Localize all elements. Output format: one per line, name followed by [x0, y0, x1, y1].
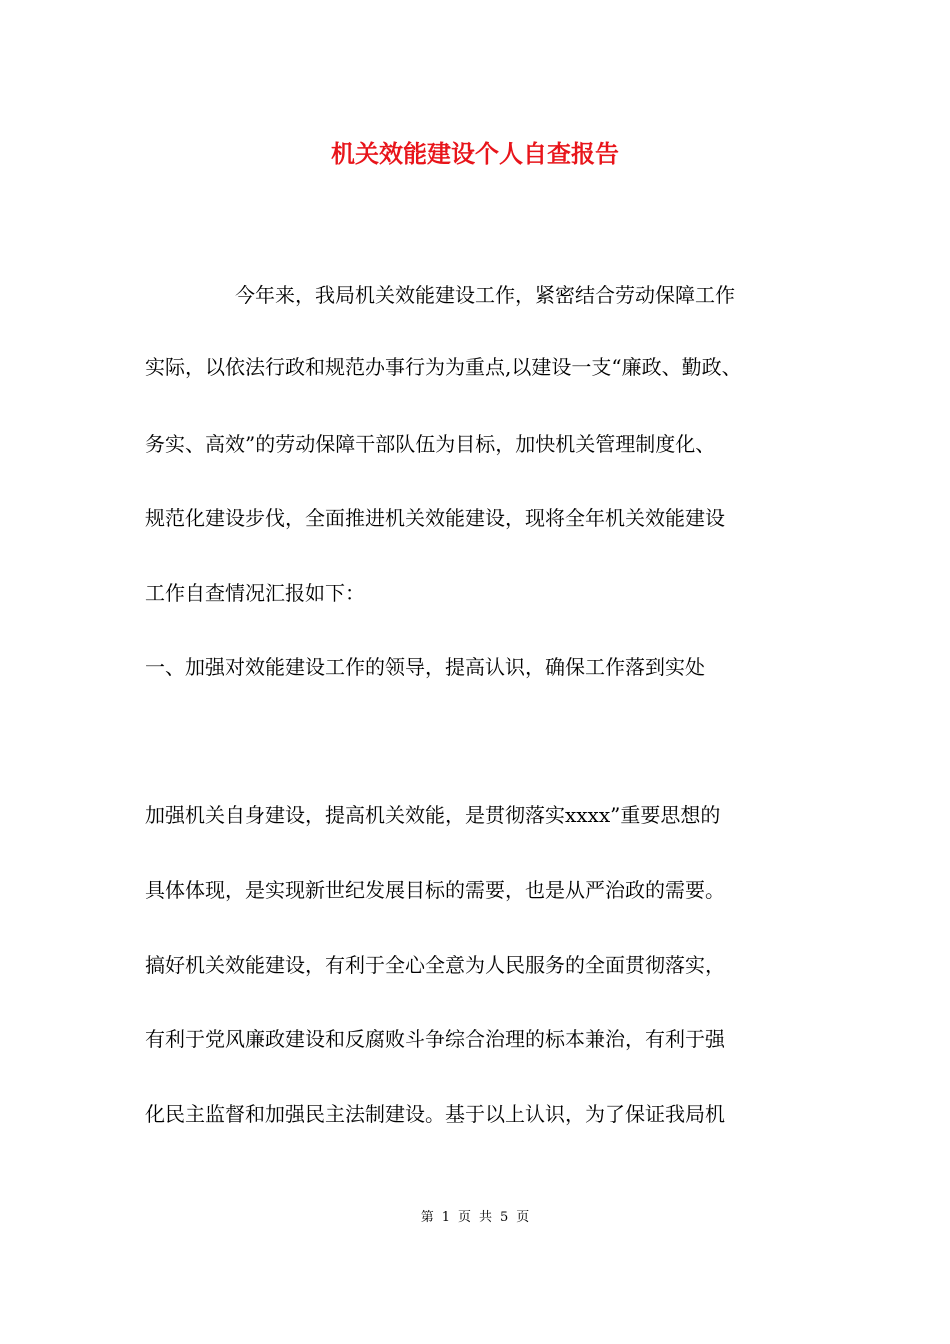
paragraph-line: 规范化建设步伐，全面推进机关效能建设，现将全年机关效能建设 — [145, 506, 725, 530]
total-pages: 5 — [500, 1210, 509, 1225]
paragraph-line: 工作自查情况汇报如下： — [145, 581, 365, 605]
page-label: 第 — [420, 1210, 434, 1225]
paragraph-line: 具体体现，是实现新世纪发展目标的需要，也是从严治政的需要。 — [145, 878, 725, 902]
paragraph-line: 有利于党风廉政建设和反腐败斗争综合治理的标本兼治，有利于强 — [145, 1027, 725, 1051]
paragraph-line: 搞好机关效能建设，有利于全心全意为人民服务的全面贯彻落实， — [145, 953, 725, 977]
paragraph-line: 实际，以依法行政和规范办事行为为重点,以建设一支“廉政、勤政、 — [145, 355, 742, 379]
paragraph-line: 务实、高效”的劳动保障干部队伍为目标，加快机关管理制度化、 — [145, 432, 716, 456]
section-heading: 一、加强对效能建设工作的领导，提高认识，确保工作落到实处 — [145, 655, 705, 679]
paragraph-line: 化民主监督和加强民主法制建设。基于以上认识，为了保证我局机 — [145, 1102, 725, 1126]
document-title: 机关效能建设个人自查报告 — [331, 139, 619, 168]
page-unit: 页 — [457, 1210, 471, 1225]
total-label: 共 — [479, 1210, 493, 1225]
total-unit: 页 — [516, 1210, 530, 1225]
paragraph-line: 加强机关自身建设，提高机关效能，是贯彻落实xxxx”重要思想的 — [145, 803, 721, 827]
page-number: 1 — [441, 1210, 450, 1225]
page-footer — [0, 1208, 950, 1228]
paragraph-line: 今年来，我局机关效能建设工作，紧密结合劳动保障工作 — [235, 283, 735, 307]
